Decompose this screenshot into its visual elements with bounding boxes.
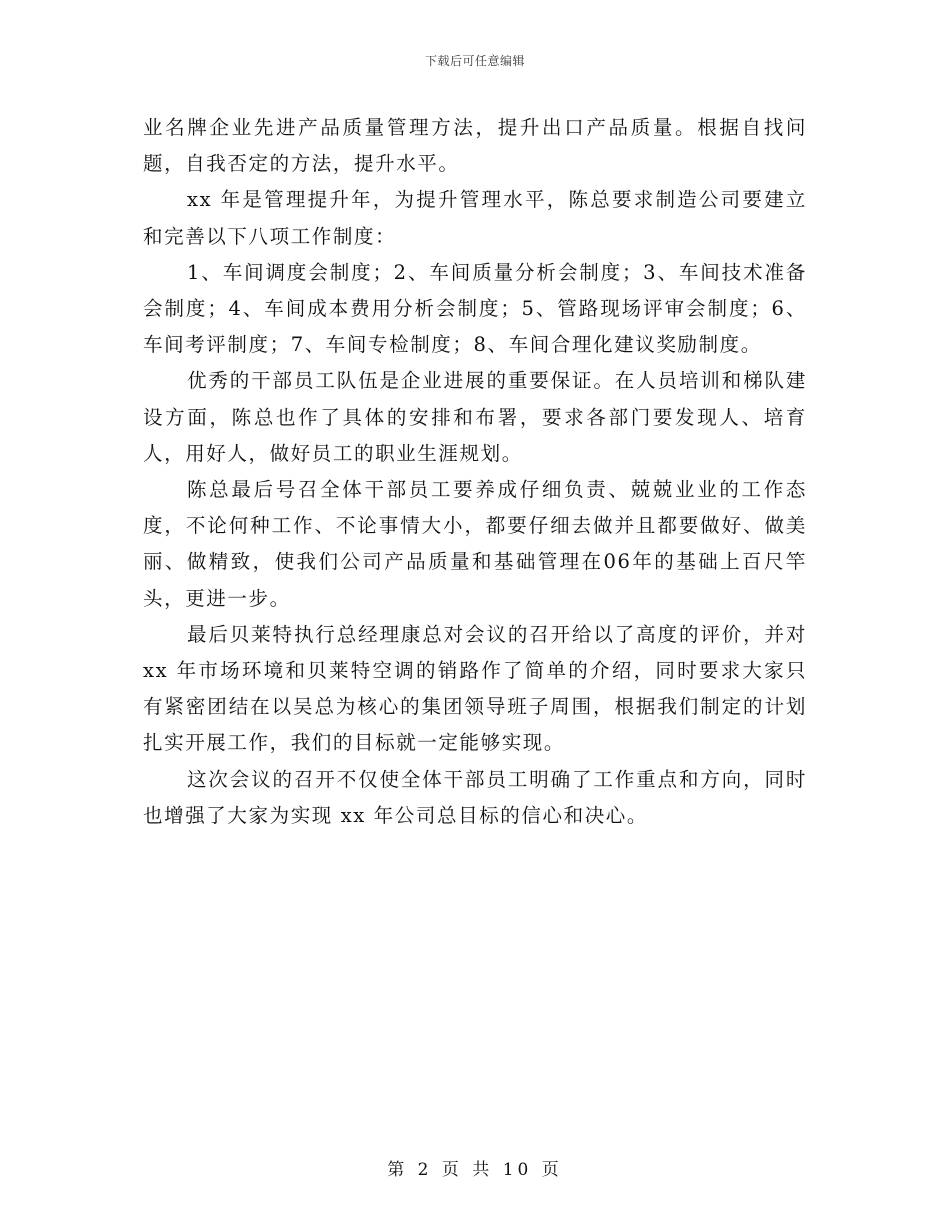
page-number: 第 2 页 共 10 页	[387, 1160, 563, 1180]
paragraph-continuation: 业名牌企业先进产品质量管理方法，提升出口产品质量。根据自找问题，自我否定的方法，提升水平。	[143, 116, 807, 176]
paragraph: 最后贝莱特执行总经理康总对会议的召开给以了高度的评价，并对 xx 年市场环境和贝莱特空调的销路作了简单的介绍，同时要求大家只有紧密团结在以吴总为核心的集团领导班子周围，根据我们制定的计划扎实开展工作，我们的目标就一定能够实现。	[143, 622, 807, 755]
document-body	[143, 110, 807, 834]
page-header: 下载后可任意编辑	[424, 54, 525, 68]
paragraph: 1、车间调度会制度；2、车间质量分析会制度；3、车间技术准备会制度；4、车间成本费用分析会制度；5、管路现场评审会制度；6、车间考评制度；7、车间专检制度；8、车间合理化建议奖励制度。	[143, 260, 807, 357]
paragraph: 优秀的干部员工队伍是企业进展的重要保证。在人员培训和梯队建设方面，陈总也作了具体的安排和布署，要求各部门要发现人、培育人，用好人，做好员工的职业生涯规划。	[143, 369, 807, 465]
paragraph: 这次会议的召开不仅使全体干部员工明确了工作重点和方向，同时也增强了大家为实现 xx 年公司总目标的信心和决心。	[143, 767, 807, 827]
paragraph: xx 年是管理提升年，为提升管理水平，陈总要求制造公司要建立和完善以下八项工作制度：	[143, 188, 807, 248]
paragraph: 陈总最后号召全体干部员工要养成仔细负责、兢兢业业的工作态度，不论何种工作、不论事情大小，都要仔细去做并且都要做好、做美丽、做精致，使我们公司产品质量和基础管理在06年的基础上百尺竿头，更进一步。	[143, 478, 807, 610]
